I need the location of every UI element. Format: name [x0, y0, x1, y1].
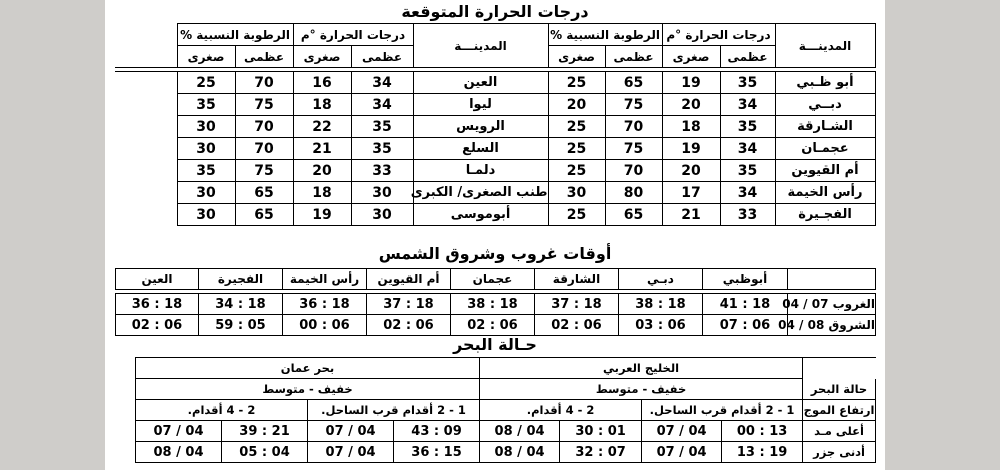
high-tide-value: 01 : 30 — [560, 421, 642, 442]
city-header-left: المدينـــة — [413, 24, 548, 68]
table-row — [115, 204, 875, 226]
temperature-section-title: درجات الحرارة المتوقعة — [401, 2, 589, 21]
city-name: دبــي — [775, 94, 875, 116]
max-temp: 34 — [720, 182, 775, 204]
city-name: العين — [413, 72, 548, 94]
table-row — [115, 94, 875, 116]
city-name: الفجـيرة — [775, 204, 875, 226]
sunset-time: 18 : 34 — [199, 294, 283, 315]
max-header: عظمى — [720, 46, 775, 68]
min-humidity: 30 — [548, 182, 605, 204]
city-name: رأس الخيمة — [775, 182, 875, 204]
min-temp: 19 — [293, 204, 351, 226]
min-humidity: 20 — [548, 94, 605, 116]
max-humidity: 80 — [605, 182, 662, 204]
min-temp: 19 — [662, 138, 720, 160]
high-tide-value: 04 / 07 — [642, 421, 722, 442]
city-name: عجمـان — [775, 138, 875, 160]
low-tide-value: 04 / 08 — [480, 442, 560, 463]
sun-city-name: الشارقة — [535, 269, 619, 290]
max-temp: 34 — [720, 138, 775, 160]
min-temp: 18 — [293, 182, 351, 204]
max-temp: 30 — [351, 182, 413, 204]
max-header: عظمى — [235, 46, 293, 68]
max-temp: 34 — [351, 94, 413, 116]
max-humidity: 70 — [605, 160, 662, 182]
max-humidity: 65 — [605, 204, 662, 226]
min-temp: 21 — [293, 138, 351, 160]
table-row — [116, 315, 876, 336]
min-humidity: 30 — [177, 204, 235, 226]
table-row — [115, 138, 875, 160]
max-header: عظمى — [605, 46, 662, 68]
table-row — [115, 182, 875, 204]
sea-corner — [803, 358, 876, 379]
sun-city-name: أم القيوين — [367, 269, 451, 290]
max-humidity: 75 — [605, 138, 662, 160]
table-row — [115, 116, 875, 138]
high-tide-label: أعلى مـد — [803, 421, 876, 442]
min-humidity: 25 — [548, 116, 605, 138]
city-name: أبو ظـبي — [775, 72, 875, 94]
high-tide-value: 09 : 43 — [394, 421, 480, 442]
min-humidity: 25 — [177, 72, 235, 94]
city-name: دلمـا — [413, 160, 548, 182]
sea-section-title: حـالة البحر — [453, 335, 537, 354]
sunset-time: 18 : 36 — [116, 294, 199, 315]
humidity-header-left: الرطوبة النسبية % — [177, 24, 293, 46]
min-header: صغرى — [177, 46, 235, 68]
max-temp: 30 — [351, 204, 413, 226]
sunset-label: الغروب 07 / 04 — [788, 294, 876, 315]
city-name: الشـارقة — [775, 116, 875, 138]
min-humidity: 25 — [548, 138, 605, 160]
table-row — [136, 421, 876, 442]
max-humidity: 75 — [235, 160, 293, 182]
max-humidity: 70 — [235, 138, 293, 160]
sea-state-table — [135, 357, 876, 463]
gulf-header: الخليج العربي — [480, 358, 803, 379]
min-temp: 20 — [293, 160, 351, 182]
sun-city-name: العين — [116, 269, 199, 290]
min-humidity: 25 — [548, 204, 605, 226]
max-temp: 33 — [720, 204, 775, 226]
sunrise-label: الشروق 08 / 04 — [788, 315, 876, 336]
sun-section-title: أوقات غروب وشروق الشمس — [378, 244, 612, 263]
min-temp: 18 — [293, 94, 351, 116]
city-name: السلع — [413, 138, 548, 160]
gulf-wave-shore: 1 - 2 أقدام قرب الساحل. — [642, 400, 803, 421]
sunset-time: 18 : 41 — [703, 294, 788, 315]
humidity-header-right: الرطوبة النسبية % — [548, 24, 662, 46]
high-tide-value: 13 : 00 — [722, 421, 803, 442]
min-humidity: 35 — [177, 94, 235, 116]
low-tide-value: 04 / 07 — [642, 442, 722, 463]
city-name: الرويس — [413, 116, 548, 138]
wave-height-label: ارتفاع الموج — [803, 400, 876, 421]
max-humidity: 75 — [235, 94, 293, 116]
sunrise-time: 06 : 00 — [283, 315, 367, 336]
max-humidity: 75 — [605, 94, 662, 116]
max-humidity: 65 — [235, 204, 293, 226]
max-header: عظمى — [351, 46, 413, 68]
city-name: أبوموسى — [413, 204, 548, 226]
temp-header-left: درجات الحرارة °م — [293, 24, 413, 46]
low-tide-value: 19 : 13 — [722, 442, 803, 463]
high-tide-value: 04 / 07 — [136, 421, 222, 442]
min-temp: 21 — [662, 204, 720, 226]
min-temp: 22 — [293, 116, 351, 138]
sunset-time: 18 : 37 — [367, 294, 451, 315]
max-humidity: 70 — [235, 116, 293, 138]
sunrise-time: 06 : 03 — [619, 315, 703, 336]
low-tide-value: 07 : 32 — [560, 442, 642, 463]
sunset-time: 18 : 38 — [619, 294, 703, 315]
table-row — [116, 294, 876, 315]
gulf-state: خفيف - متوسط — [480, 379, 803, 400]
sun-times-table — [115, 268, 876, 336]
table-row — [116, 269, 876, 290]
min-temp: 17 — [662, 182, 720, 204]
max-temp: 33 — [351, 160, 413, 182]
max-temp: 34 — [351, 72, 413, 94]
sun-corner — [788, 269, 876, 290]
min-humidity: 35 — [177, 160, 235, 182]
city-name: ليوا — [413, 94, 548, 116]
high-tide-value: 04 / 07 — [308, 421, 394, 442]
low-tide-label: أدنى جزر — [803, 442, 876, 463]
min-temp: 20 — [662, 160, 720, 182]
min-temp: 18 — [662, 116, 720, 138]
min-humidity: 25 — [548, 72, 605, 94]
oman-header: بحر عمان — [136, 358, 480, 379]
min-temp: 16 — [293, 72, 351, 94]
city-header-right: المدينـــة — [775, 24, 875, 68]
max-temp: 35 — [351, 138, 413, 160]
max-temp: 35 — [720, 116, 775, 138]
sunrise-time: 06 : 02 — [367, 315, 451, 336]
sunrise-time: 06 : 02 — [451, 315, 535, 336]
high-tide-value: 21 : 39 — [222, 421, 308, 442]
sunset-time: 18 : 36 — [283, 294, 367, 315]
sun-city-name: رأس الخيمة — [283, 269, 367, 290]
sun-city-name: عجمان — [451, 269, 535, 290]
high-tide-value: 04 / 08 — [480, 421, 560, 442]
min-humidity: 30 — [177, 182, 235, 204]
oman-wave-offshore: 2 - 4 أقدام. — [136, 400, 308, 421]
weather-report-sheet — [105, 0, 885, 470]
table-row — [115, 160, 875, 182]
sunset-time: 18 : 38 — [451, 294, 535, 315]
sunrise-time: 05 : 59 — [199, 315, 283, 336]
max-temp: 35 — [351, 116, 413, 138]
min-humidity: 30 — [177, 116, 235, 138]
blank-cell — [115, 24, 177, 68]
oman-state: خفيف - متوسط — [136, 379, 480, 400]
min-temp: 19 — [662, 72, 720, 94]
max-humidity: 70 — [235, 72, 293, 94]
table-row — [136, 442, 876, 463]
min-temp: 20 — [662, 94, 720, 116]
low-tide-value: 04 / 08 — [136, 442, 222, 463]
min-humidity: 25 — [548, 160, 605, 182]
city-name: أم القيوين — [775, 160, 875, 182]
sunset-time: 18 : 37 — [535, 294, 619, 315]
max-temp: 34 — [720, 94, 775, 116]
sun-city-name: دبـي — [619, 269, 703, 290]
max-humidity: 65 — [605, 72, 662, 94]
max-humidity: 70 — [605, 116, 662, 138]
table-row — [115, 72, 875, 94]
temp-header-right: درجات الحرارة °م — [662, 24, 775, 46]
min-humidity: 30 — [177, 138, 235, 160]
sunrise-time: 06 : 02 — [116, 315, 199, 336]
max-temp: 35 — [720, 160, 775, 182]
low-tide-value: 04 : 05 — [222, 442, 308, 463]
sunrise-time: 06 : 02 — [535, 315, 619, 336]
low-tide-value: 04 / 07 — [308, 442, 394, 463]
city-name: طنب الصغرى/ الكبرى — [413, 182, 548, 204]
sunrise-time: 06 : 07 — [703, 315, 788, 336]
min-header: صغرى — [548, 46, 605, 68]
min-header: صغرى — [293, 46, 351, 68]
sea-state-label: حالة البحر — [803, 379, 876, 400]
temperature-table — [115, 23, 876, 226]
gulf-wave-offshore: 2 - 4 أقدام. — [480, 400, 642, 421]
oman-wave-shore: 1 - 2 أقدام قرب الساحل. — [308, 400, 480, 421]
sun-city-name: الفجيرة — [199, 269, 283, 290]
max-temp: 35 — [720, 72, 775, 94]
max-humidity: 65 — [235, 182, 293, 204]
low-tide-value: 15 : 36 — [394, 442, 480, 463]
min-header: صغرى — [662, 46, 720, 68]
sun-city-name: أبوظبي — [703, 269, 788, 290]
